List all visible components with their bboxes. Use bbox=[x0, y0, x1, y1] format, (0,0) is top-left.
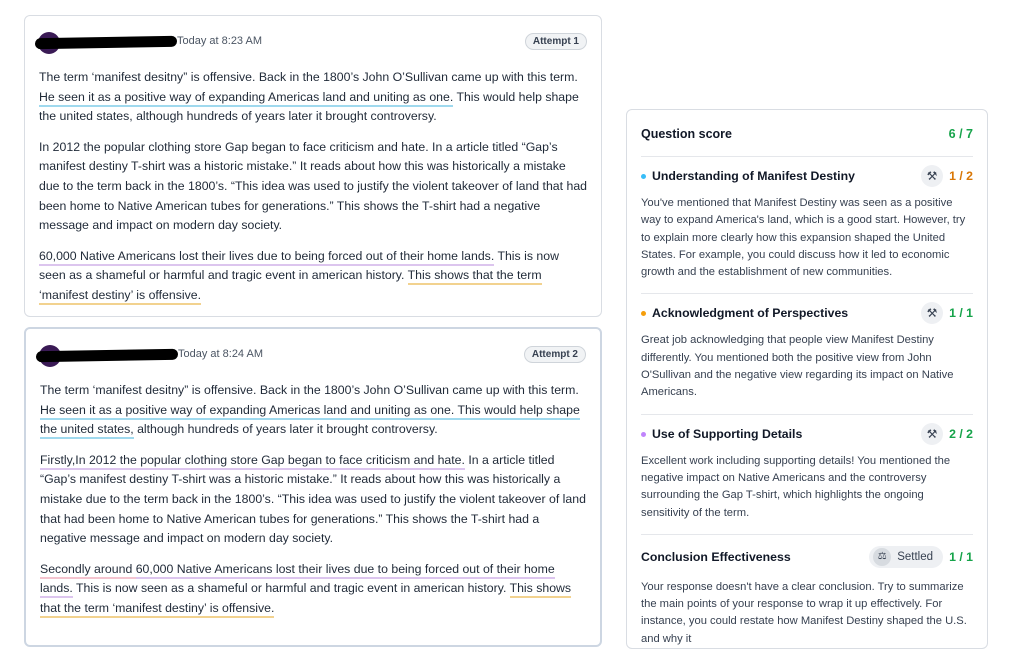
hammer-icon[interactable]: ⚒ bbox=[921, 165, 943, 187]
response-paragraph: In 2012 the popular clothing store Gap began to face criticism and hate. In a article titled “Gap’s manifest destiny T-shirt was a historic mistake.” It reads about how this was historically a mistake due to the term back in the 1800’s. “This idea was used to justify the violent takeover of land that had been home to Native American tubes for generations.” This shows the T-shirt had a negative message and impact on modern day society. bbox=[39, 139, 587, 233]
text-segment: The term ‘manifest desitny” is offensive. Back in the 1800’s John O’Sullivan came up with this term. bbox=[40, 383, 579, 397]
attempt-card-2 bbox=[24, 327, 602, 647]
highlight-perspectives[interactable]: This shows that the term ‘manifest destiny’ is offensive. bbox=[40, 581, 571, 618]
attempt-header bbox=[26, 329, 600, 381]
criterion-feedback: You've mentioned that Manifest Destiny was seen as a positive way to expand America's land, which is a good start. However, try to explain more clearly how this expansion shaped the United States. For example, you could discuss how it led to economic growth and the establishment of new communities. bbox=[641, 197, 966, 279]
text-segment: This is now seen as a shameful or harmful and tragic event in american history. bbox=[39, 248, 559, 283]
attempt-header bbox=[25, 16, 601, 68]
text-segment: In a article titled “Gap’s manifest destiny T-shirt was a historic mistake.” It reads about how this was historically a mistake due to the term back in the 1800’s. “This idea was used to justify the violent takeover of land that had been home to Native American tubes for generations.” This shows the T-shirt had a negative message and impact on modern day society. bbox=[40, 452, 586, 546]
attempt-badge[interactable]: Attempt 2 bbox=[524, 346, 586, 363]
criterion-dot bbox=[641, 311, 646, 316]
score-title: Question score bbox=[641, 127, 732, 141]
criterion-name: Acknowledgment of Perspectives bbox=[652, 306, 849, 321]
criterion-understanding bbox=[641, 157, 973, 294]
attempt-card-1 bbox=[24, 15, 602, 317]
criterion-feedback: Excellent work including supporting details! You mentioned the negative impact on Native Americans and the controversy surrounding the Gap T-shirt, which highlights the ongoing sensitivity of the term. bbox=[641, 454, 951, 519]
text-segment: This would help shape the united states, although hundreds of years later it brought controversy. bbox=[39, 89, 579, 124]
timestamp: Today at 8:23 AM bbox=[177, 35, 262, 47]
question-score-panel bbox=[626, 109, 988, 649]
redacted-name bbox=[36, 349, 178, 362]
highlight-details[interactable]: 60,000 Native Americans lost their lives due to being forced out of their home lands. bbox=[40, 562, 555, 599]
hammer-icon[interactable]: ⚒ bbox=[921, 302, 943, 324]
highlight-perspectives[interactable]: This shows that the term ‘manifest destiny’ is offensive. bbox=[39, 268, 542, 305]
score-header bbox=[641, 110, 973, 157]
highlight-understanding[interactable]: He seen it as a positive way of expanding Americas land and uniting as one. This would help shape the united states, bbox=[40, 403, 580, 440]
redacted-name bbox=[35, 36, 177, 49]
highlight-details[interactable]: 60,000 Native Americans lost their lives due to being forced out of their home lands. bbox=[39, 249, 494, 266]
highlight-details[interactable]: Firstly,In 2012 the popular clothing store Gap began to face criticism and hate. bbox=[40, 453, 465, 470]
response-paragraph bbox=[39, 68, 587, 127]
criterion-feedback: Your response doesn't have a clear conclusion. Try to summarize the main points of your response to wrap it up effectively. For instance, you could restate how Manifest Destiny shaped the U.S. and why it bbox=[641, 580, 967, 645]
criterion-score: 1 / 2 bbox=[949, 169, 973, 183]
timestamp: Today at 8:24 AM bbox=[178, 348, 263, 360]
highlight-conclusion[interactable]: Secondly around bbox=[40, 562, 136, 579]
criterion-conclusion bbox=[641, 535, 973, 660]
text-segment: although hundreds of years later it brought controversy. bbox=[133, 422, 438, 437]
criterion-feedback: Great job acknowledging that people view Manifest Destiny differently. You mentioned both the positive view from John O'Sullivan and the negative view regarding its impact on Native Americans. bbox=[641, 334, 954, 399]
criterion-dot bbox=[641, 432, 646, 437]
hammer-icon[interactable]: ⚒ bbox=[921, 423, 943, 445]
response-paragraph bbox=[40, 381, 586, 440]
criterion-name: Conclusion Effectiveness bbox=[641, 549, 791, 564]
criterion-dot bbox=[641, 174, 646, 179]
text-segment: This is now seen as a shameful or harmful and tragic event in american history. bbox=[72, 581, 510, 596]
criterion-score: 1 / 1 bbox=[949, 306, 973, 321]
attempt-badge[interactable]: Attempt 1 bbox=[525, 33, 587, 50]
criterion-name: Understanding of Manifest Destiny bbox=[652, 169, 855, 183]
highlight-understanding[interactable]: He seen it as a positive way of expanding Americas land and uniting as one. bbox=[39, 90, 453, 107]
text-segment: The term ‘manifest desitny” is offensive. Back in the 1800’s John O’Sullivan came up with this term. bbox=[39, 70, 578, 84]
response-paragraph bbox=[39, 247, 587, 306]
criterion-score: 1 / 1 bbox=[949, 549, 973, 564]
response-paragraph bbox=[40, 560, 586, 619]
criterion-score: 2 / 2 bbox=[949, 426, 973, 441]
criterion-name: Use of Supporting Details bbox=[652, 426, 803, 441]
response-paragraph bbox=[40, 451, 586, 549]
settled-badge[interactable] bbox=[869, 546, 943, 568]
criterion-perspectives bbox=[641, 294, 973, 414]
total-score: 6 / 7 bbox=[948, 127, 973, 141]
criterion-supporting-details bbox=[641, 415, 973, 535]
scale-icon: ⚖ bbox=[873, 548, 891, 566]
settled-label: Settled bbox=[897, 550, 933, 563]
